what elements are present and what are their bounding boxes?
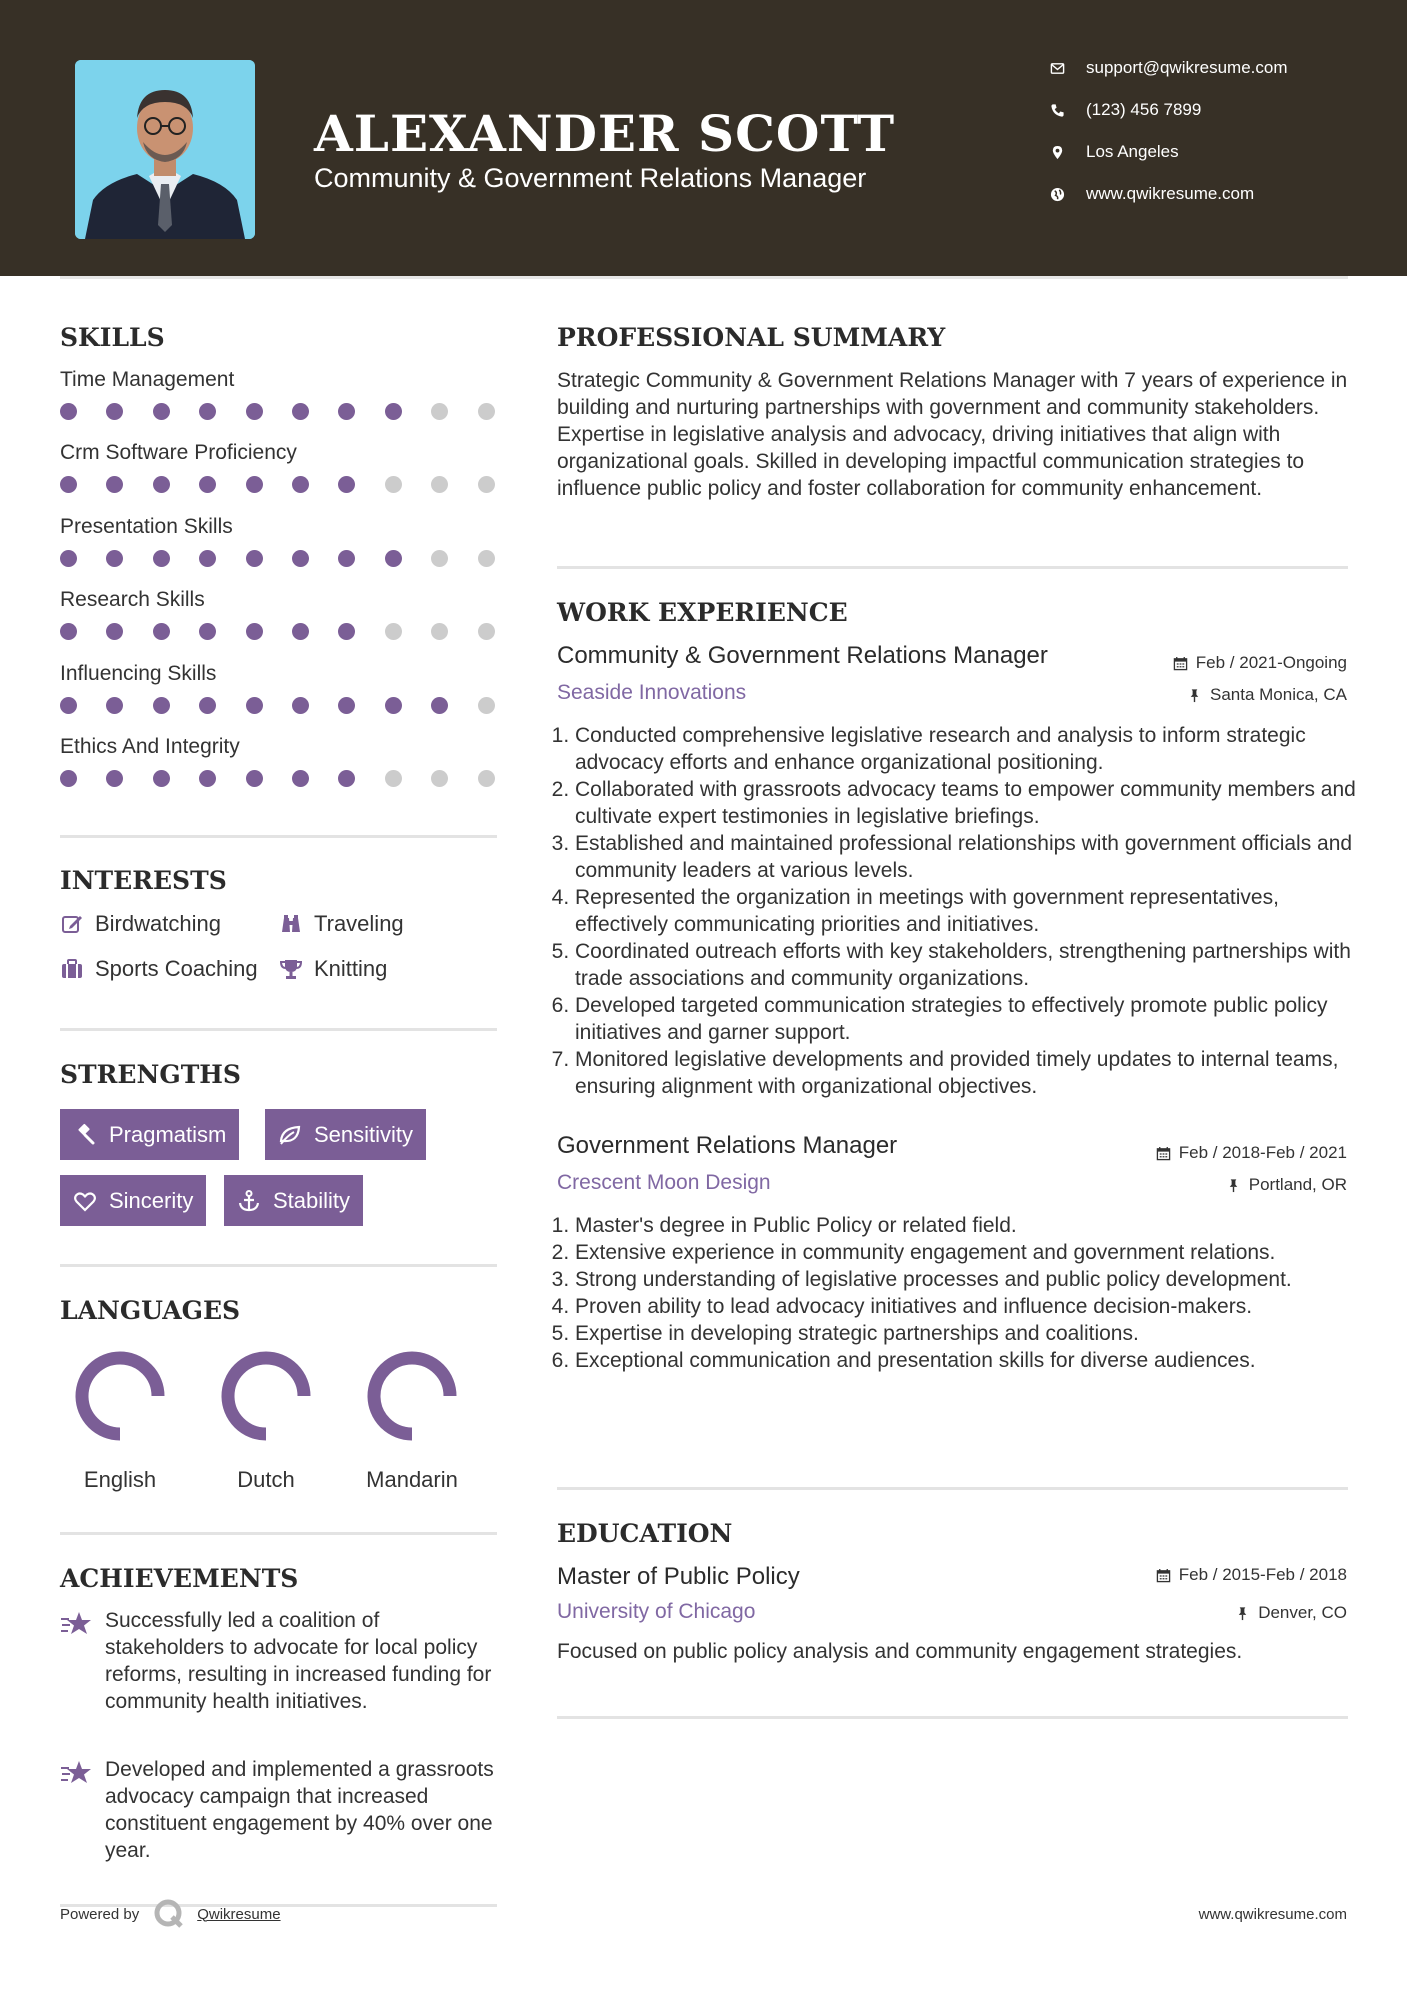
- language-gauge: [362, 1346, 462, 1446]
- section-divider: [60, 1028, 497, 1031]
- rating-dot-empty: [385, 770, 402, 787]
- job-dates-text: Feb / 2021-Ongoing: [1195, 653, 1347, 672]
- skill-item: [60, 439, 500, 497]
- interest-label: Knitting: [314, 956, 388, 981]
- candidate-title: Community & Government Relations Manager: [314, 163, 867, 193]
- skill-rating: [60, 688, 500, 718]
- pushpin-icon: [1226, 1178, 1241, 1193]
- skill-label: Influencing Skills: [60, 661, 217, 685]
- skill-item: [60, 586, 500, 644]
- interest-item: [60, 956, 258, 982]
- rating-dot-empty: [431, 403, 448, 420]
- contact-location-text: Los Angeles: [1086, 142, 1179, 161]
- rating-dot-filled: [338, 476, 355, 493]
- leaf-icon: [278, 1123, 302, 1147]
- calendar-icon: [1173, 656, 1188, 671]
- language-gauge-arc: [228, 1358, 304, 1434]
- job-bullet: 1. Conducted comprehensive legislative research and analysis to inform strategic advocacy efforts and enhance organizational positioning.: [575, 722, 1357, 776]
- education-degree: Master of Public Policy: [557, 1563, 800, 1590]
- strength-label: Sensitivity: [314, 1121, 414, 1147]
- job-location-text: Portland, OR: [1248, 1175, 1347, 1194]
- section-divider: [557, 1487, 1348, 1490]
- pushpin-icon: [1187, 688, 1202, 703]
- briefcase-icon: [60, 957, 84, 981]
- rating-dot-filled: [385, 550, 402, 567]
- education-dates: [1156, 1565, 1347, 1585]
- location-pin-icon: [1050, 145, 1065, 160]
- achievement-text: Developed and implemented a grassroots advocacy campaign that increased constituent engagement by 40% over one year.: [105, 1758, 494, 1862]
- edit-icon: [60, 912, 84, 936]
- rating-dot-filled: [338, 403, 355, 420]
- rating-dot-empty: [431, 476, 448, 493]
- rating-dot-filled: [199, 770, 216, 787]
- rating-dot-empty: [478, 476, 495, 493]
- rating-dot-filled: [153, 770, 170, 787]
- rating-dot-filled: [153, 403, 170, 420]
- star-award-icon: [60, 1610, 92, 1638]
- strength-label: Stability: [273, 1187, 351, 1213]
- language-label: Dutch: [237, 1467, 295, 1492]
- job-company: Seaside Innovations: [557, 681, 747, 704]
- rating-dot-empty: [385, 623, 402, 640]
- rating-dot-filled: [153, 550, 170, 567]
- rating-dot-empty: [385, 476, 402, 493]
- language-label: English: [83, 1467, 157, 1492]
- skill-label: Time Management: [60, 368, 235, 391]
- candidate-name: ALEXANDER SCOTT: [314, 104, 896, 163]
- skill-label: Crm Software Proficiency: [60, 441, 297, 465]
- strength-tag: [60, 1109, 239, 1160]
- education-location: [1235, 1603, 1347, 1623]
- rating-dot-empty: [431, 623, 448, 640]
- header-divider: [60, 276, 1348, 279]
- interest-item: [279, 956, 387, 982]
- contact-website-text: www.qwikresume.com: [1086, 184, 1255, 203]
- rating-dot-filled: [60, 403, 77, 420]
- strength-label: Pragmatism: [109, 1121, 227, 1147]
- rating-dot-empty: [478, 403, 495, 420]
- rating-dot-filled: [292, 770, 309, 787]
- section-divider: [60, 835, 497, 838]
- skill-item: [60, 733, 500, 791]
- rating-dot-filled: [199, 697, 216, 714]
- section-divider: [557, 1716, 1348, 1719]
- interest-label: Traveling: [314, 911, 404, 936]
- job-dates: [1173, 653, 1347, 673]
- achievement-item: [60, 1607, 500, 1715]
- strength-tag: [60, 1175, 206, 1226]
- skill-item: [60, 660, 500, 718]
- education-description: Focused on public policy analysis and community engagement strategies.: [557, 1640, 1243, 1663]
- rating-dot-filled: [106, 623, 123, 640]
- language-gauge: [70, 1346, 170, 1446]
- skill-item: [60, 513, 500, 571]
- job-bullet: 5. Coordinated outreach efforts with key stakeholders, strengthening partnerships with trade associations and community organizations.: [575, 938, 1357, 992]
- section-divider: [60, 1532, 497, 1535]
- language-gauge-arc: [374, 1358, 450, 1434]
- section-divider: [557, 566, 1348, 569]
- work-heading: WORK EXPERIENCE: [557, 598, 848, 627]
- rating-dot-filled: [153, 476, 170, 493]
- calendar-icon: [1156, 1146, 1171, 1161]
- rating-dot-filled: [60, 476, 77, 493]
- interest-label: Birdwatching: [95, 911, 221, 936]
- job-title: Community & Government Relations Manager: [557, 642, 1048, 669]
- skill-rating: [60, 761, 500, 791]
- rating-dot-filled: [292, 697, 309, 714]
- rating-dot-filled: [246, 623, 263, 640]
- rating-dot-filled: [292, 623, 309, 640]
- anchor-icon: [237, 1189, 261, 1213]
- job-bullet: 7. Monitored legislative developments and provided timely updates to internal teams, ensuring alignment with organizational objectives.: [575, 1046, 1357, 1100]
- pushpin-icon: [1235, 1606, 1250, 1621]
- rating-dot-filled: [60, 770, 77, 787]
- job-bullet: 4. Proven ability to lead advocacy initiatives and influence decision-makers.: [575, 1293, 1357, 1320]
- contact-location: [1050, 142, 1380, 162]
- profile-photo: [75, 60, 255, 239]
- rating-dot-filled: [106, 770, 123, 787]
- job-bullet: 3. Strong understanding of legislative processes and public policy development.: [575, 1266, 1357, 1293]
- rating-dot-filled: [385, 697, 402, 714]
- job-bullet: 1. Master's degree in Public Policy or related field.: [575, 1212, 1357, 1239]
- rating-dot-filled: [60, 697, 77, 714]
- rating-dot-empty: [478, 697, 495, 714]
- rating-dot-filled: [246, 403, 263, 420]
- contact-phone-text: (123) 456 7899: [1086, 100, 1202, 119]
- qwikresume-logo-icon: [153, 1898, 185, 1930]
- strength-tag: [224, 1175, 363, 1226]
- rating-dot-filled: [338, 697, 355, 714]
- job-title: Government Relations Manager: [557, 1132, 898, 1159]
- interest-item: [60, 911, 221, 937]
- rating-dot-filled: [60, 550, 77, 567]
- mail-icon: [1050, 61, 1065, 76]
- summary-heading: PROFESSIONAL SUMMARY: [557, 323, 946, 352]
- rating-dot-filled: [246, 550, 263, 567]
- contact-email-text: support@qwikresume.com: [1086, 58, 1288, 77]
- job-location-text: Santa Monica, CA: [1209, 685, 1347, 704]
- skill-label: Ethics And Integrity: [60, 735, 240, 758]
- rating-dot-empty: [431, 550, 448, 567]
- strengths-heading: STRENGTHS: [60, 1060, 241, 1089]
- language-item: [55, 1346, 185, 1493]
- rating-dot-empty: [478, 770, 495, 787]
- job-bullet: 2. Extensive experience in community engagement and government relations.: [575, 1239, 1357, 1266]
- phone-icon: [1050, 103, 1065, 118]
- globe-icon: [1050, 187, 1065, 202]
- rating-dot-filled: [246, 697, 263, 714]
- footer-website[interactable]: www.qwikresume.com: [1198, 1906, 1347, 1923]
- skill-rating: [60, 541, 500, 571]
- job-bullets: [557, 722, 1357, 1100]
- rating-dot-filled: [431, 697, 448, 714]
- rating-dot-filled: [106, 697, 123, 714]
- interest-label: Sports Coaching: [95, 956, 258, 981]
- contact-email[interactable]: [1050, 58, 1380, 78]
- interests-heading: INTERESTS: [60, 866, 227, 895]
- rating-dot-filled: [338, 623, 355, 640]
- gavel-icon: [73, 1123, 97, 1147]
- job-bullet: 3. Established and maintained professional relationships with government officials and community leaders at various levels.: [575, 830, 1357, 884]
- education-dates-text: Feb / 2015-Feb / 2018: [1178, 1565, 1347, 1584]
- job-location: [1187, 685, 1347, 705]
- rating-dot-empty: [478, 623, 495, 640]
- rating-dot-empty: [478, 550, 495, 567]
- rating-dot-filled: [153, 623, 170, 640]
- education-heading: EDUCATION: [557, 1519, 733, 1548]
- rating-dot-filled: [385, 403, 402, 420]
- rating-dot-filled: [199, 623, 216, 640]
- brand-link[interactable]: Qwikresume: [197, 1905, 281, 1923]
- job-bullet: 4. Represented the organization in meetings with government representatives, effectively communicating priorities and initiatives.: [575, 884, 1357, 938]
- job-bullet: 5. Expertise in developing strategic partnerships and coalitions.: [575, 1320, 1357, 1347]
- job-company: Crescent Moon Design: [557, 1171, 771, 1194]
- rating-dot-filled: [106, 476, 123, 493]
- achievements-heading: ACHIEVEMENTS: [60, 1564, 299, 1593]
- skill-label: Presentation Skills: [60, 514, 233, 538]
- job-bullets: [557, 1212, 1357, 1374]
- job-dates: [1156, 1143, 1347, 1163]
- education-school: University of Chicago: [557, 1600, 756, 1623]
- summary-text: Strategic Community & Government Relations Manager with 7 years of experience in building and nurturing partnerships with government and community stakeholders. Expertise in legislative analysis and advocacy, driving initiatives that align with organizational goals. Skilled in developing impactful communication strategies to influence public policy and foster collaboration for community enhancement.: [557, 369, 1348, 500]
- rating-dot-filled: [246, 770, 263, 787]
- rating-dot-filled: [292, 550, 309, 567]
- job-bullet: 2. Collaborated with grassroots advocacy teams to empower community members and cultivate expert testimonies in legislative briefings.: [575, 776, 1357, 830]
- contact-phone[interactable]: [1050, 100, 1380, 120]
- heart-icon: [73, 1189, 97, 1213]
- contact-website[interactable]: [1050, 184, 1380, 204]
- job-dates-text: Feb / 2018-Feb / 2021: [1178, 1143, 1347, 1162]
- language-gauge: [216, 1346, 316, 1446]
- resume-header: [0, 0, 1407, 276]
- rating-dot-filled: [60, 623, 77, 640]
- language-gauge-arc: [82, 1358, 158, 1434]
- interest-item: [279, 911, 404, 937]
- skill-rating: [60, 467, 500, 497]
- star-award-icon: [60, 1759, 92, 1787]
- language-item: [347, 1346, 477, 1493]
- skill-rating: [60, 394, 500, 424]
- job-location: [1226, 1175, 1347, 1195]
- education-location-text: Denver, CO: [1258, 1603, 1347, 1622]
- rating-dot-filled: [292, 403, 309, 420]
- rating-dot-filled: [153, 697, 170, 714]
- skill-rating: [60, 614, 500, 644]
- rating-dot-filled: [199, 476, 216, 493]
- strength-tag: [265, 1109, 426, 1160]
- skills-heading: SKILLS: [60, 323, 165, 352]
- rating-dot-filled: [106, 403, 123, 420]
- strength-label: Sincerity: [109, 1187, 194, 1213]
- powered-by-label: Powered by: [60, 1905, 140, 1923]
- rating-dot-filled: [106, 550, 123, 567]
- skill-label: Research Skills: [60, 588, 205, 612]
- rating-dot-filled: [199, 550, 216, 567]
- rating-dot-filled: [292, 476, 309, 493]
- rating-dot-filled: [199, 403, 216, 420]
- rating-dot-empty: [431, 770, 448, 787]
- rating-dot-filled: [338, 550, 355, 567]
- skill-item: [60, 366, 500, 424]
- achievement-text: Successfully led a coalition of stakeholders to advocate for local policy reforms, resulting in increased funding for community health initiatives.: [105, 1609, 492, 1713]
- job-bullet: 6. Exceptional communication and presentation skills for diverse audiences.: [575, 1347, 1357, 1374]
- job-bullet: 6. Developed targeted communication strategies to effectively promote public policy initiatives and garner support.: [575, 992, 1357, 1046]
- calendar-icon: [1156, 1568, 1171, 1583]
- achievement-item: [60, 1756, 500, 1864]
- rating-dot-filled: [246, 476, 263, 493]
- rating-dot-filled: [338, 770, 355, 787]
- powered-by: [60, 1898, 281, 1930]
- language-item: [201, 1346, 331, 1493]
- trophy-icon: [279, 957, 303, 981]
- section-divider: [60, 1264, 497, 1267]
- languages-heading: LANGUAGES: [60, 1296, 241, 1325]
- language-label: Mandarin: [366, 1467, 458, 1492]
- binoculars-icon: [279, 912, 303, 936]
